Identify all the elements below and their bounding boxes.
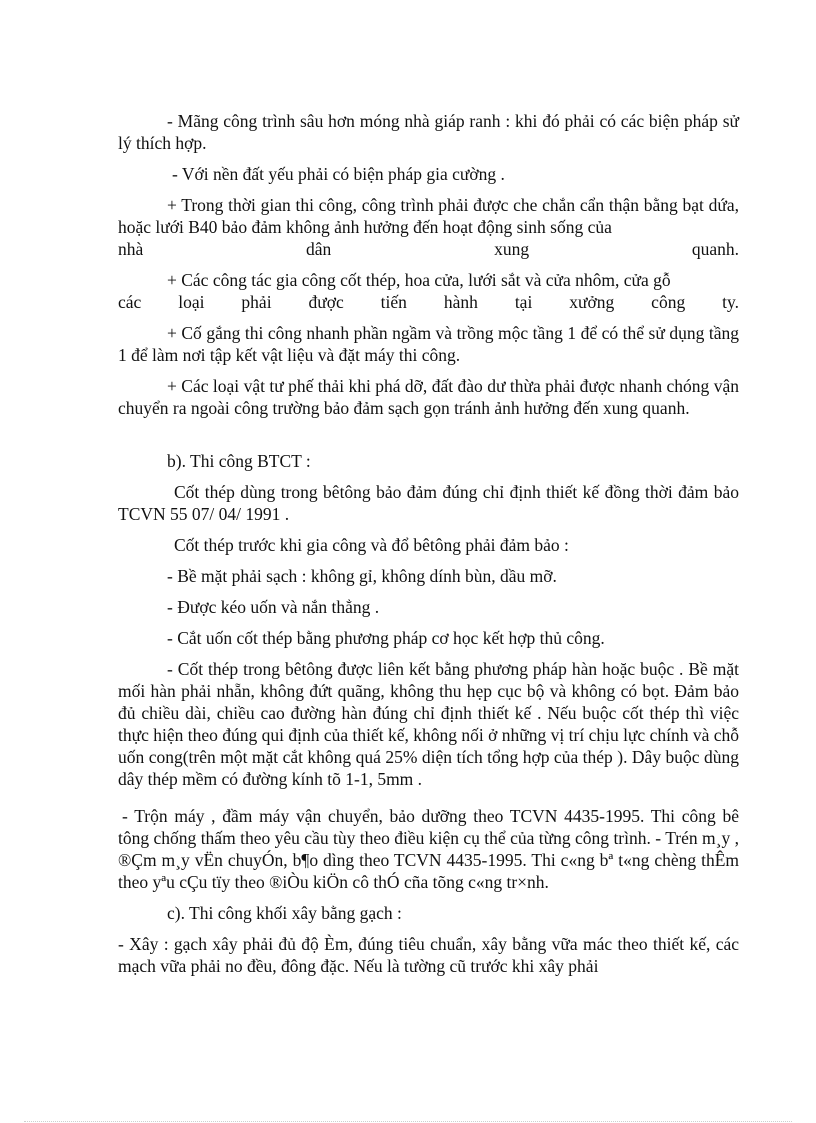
paragraph-cover-site: + Trong thời gian thi công, công trình phải được che chắn cẩn thận bằng bạt dứa, hoặc lưới B40 bảo đảm không ảnh hưởng đến hoạt động sinh sống của [118, 195, 739, 237]
paragraph-fabrication: + Các công tác gia công cốt thép, hoa cửa, lưới sắt và cửa nhôm, cửa gỗ [167, 270, 671, 290]
paragraph-fabrication-end: các loại phải được tiến hành tại xưởng công ty. [118, 292, 739, 312]
paragraph-bricklaying: - Xây : gạch xây phải đủ độ Èm, đúng tiêu chuẩn, xây bằng vữa mác theo thiết kế, các mạch vữa phải no đều, đông đặc. Nếu là tường cũ trước khi xây phải [118, 934, 739, 976]
paragraph-rebar-before: Cốt thép trước khi gia công và đổ bêtông phải đảm bảo : [174, 535, 569, 555]
paragraph-waste: + Các loại vật tư phế thải khi phá dỡ, đất đào dư thừa phải được nhanh chóng vận chuyển ra ngoài công trường bảo đảm sạch gọn tránh ảnh hưởng đến xung quanh. [118, 376, 739, 418]
heading-rc-construction: b). Thi công BTCT : [167, 451, 311, 471]
paragraph-weak-soil: - Với nền đất yếu phải có biện pháp gia cường . [172, 164, 505, 184]
paragraph-cutting: - Cắt uốn cốt thép bằng phương pháp cơ học kết hợp thủ công. [167, 628, 605, 648]
heading-brick-masonry: c). Thi công khối xây bằng gạch : [167, 903, 402, 923]
paragraph-welding: - Cốt thép trong bêtông được liên kết bằng phương pháp hàn hoặc buộc . Bề mặt mối hàn phải nhẵn, không đứt quãng, không thu hẹp cục bộ và không có bọt. Đảm bảo đủ chiều dài, chiều cao đường hàn đúng chỉ định thiết kế . Nếu buộc cốt thép thì việc thực hiện theo đúng qui định của thiết kế, không nối ở những vị trí chịu lực chính và chỗ uốn cong(trên một mặt cắt không quá 25% diện tích tổng hợp của thép ). Dây buộc dùng dây thép mềm có đường kính tõ 1-1, 5mm . [118, 659, 739, 789]
paragraph-cover-site-end: nhà dân xung quanh. [118, 239, 739, 259]
paragraph-basement: + Cố gắng thi công nhanh phần ngầm và trồng mộc tầng 1 để có thể sử dụng tầng 1 để làm nơi tập kết vật liệu và đặt máy thi công. [118, 323, 739, 365]
paragraph-rebar-spec: Cốt thép dùng trong bêtông bảo đảm đúng chỉ định thiết kế đồng thời đảm bảo TCVN 55 07/ 04/ 1991 . [118, 482, 739, 524]
paragraph-straighten: - Được kéo uốn và nắn thẳng . [167, 597, 380, 617]
paragraph-foundation-depth: - Mãng công trình sâu hơn móng nhà giáp ranh : khi đó phải có các biện pháp sử lý thích hợp. [118, 111, 739, 153]
paragraph-mixing: - Trộn máy , đầm máy vận chuyển, bảo dưỡng theo TCVN 4435-1995. Thi công bê tông chống thấm theo yêu cầu tùy theo điều kiện cụ thể của từng công trình. - Trén m¸y , ®Çm m¸y vËn chuyÓn, b¶o dìng theo TCVN 4435-1995. Thi c«ng bª t«ng chèng thÊm theo yªu cÇu tïy theo ®iÒu kiÖn cô thÓ cña tõng c«ng tr×nh. [118, 806, 739, 892]
document-page [118, 110, 739, 986]
paragraph-clean-surface: - Bề mặt phải sạch : không gỉ, không dính bùn, dầu mỡ. [167, 566, 557, 586]
page-bottom-divider [24, 1121, 792, 1122]
